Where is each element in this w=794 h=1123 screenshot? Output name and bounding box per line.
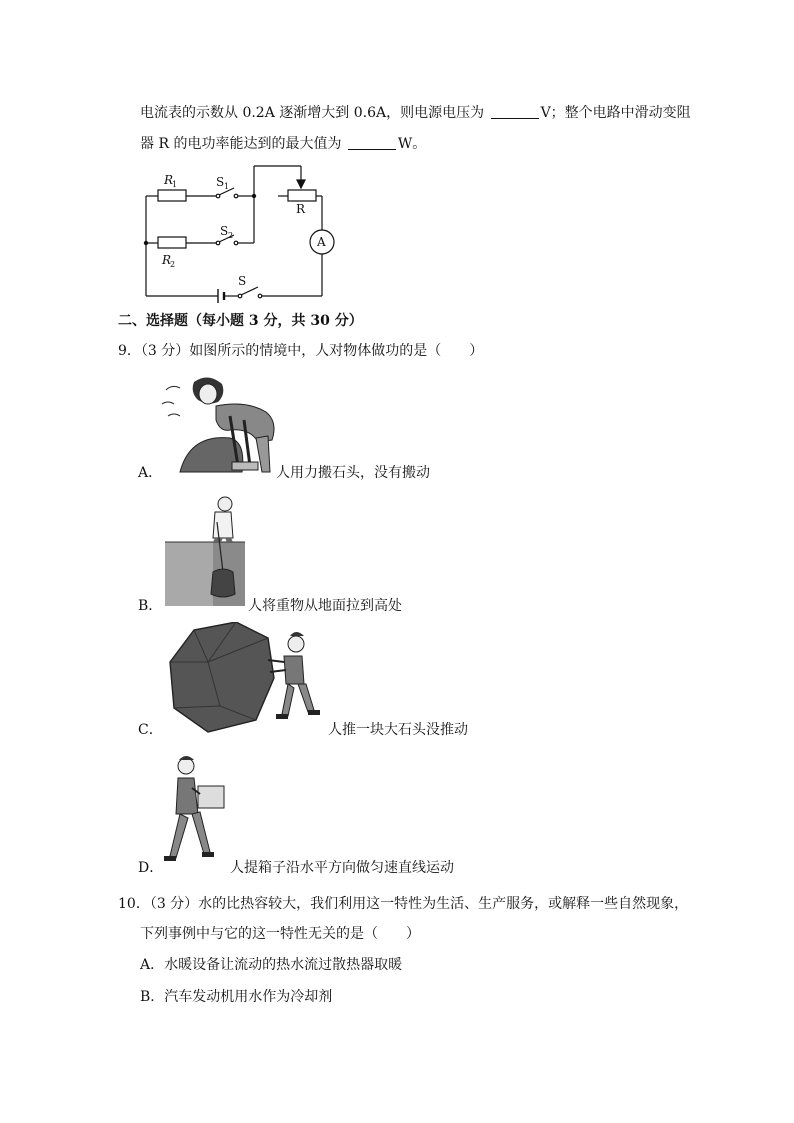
label-ammeter: A [317, 235, 326, 249]
label-r: R [296, 202, 306, 216]
label-r2-sub: 2 [170, 260, 176, 269]
q10-option-a[interactable] [140, 955, 402, 975]
label-s2-sub: 2 [228, 231, 234, 240]
q9-option-b-image [165, 492, 245, 606]
label-s: S [238, 274, 247, 288]
text-line-1-a: 电流表的示数从 0.2A 逐渐增大到 0.6A，则电源电压为 [140, 105, 485, 121]
q10-option-b[interactable] [140, 987, 332, 1007]
q10-option-b-text: 汽车发动机用水作为冷却剂 [164, 989, 333, 1005]
label-r2: R [162, 253, 172, 267]
section-title: 二、选择题（每小题 3 分，共 30 分） [118, 313, 363, 329]
q9-option-a[interactable] [138, 463, 162, 483]
resistor-r1 [158, 190, 186, 201]
slider-arrow [297, 180, 305, 188]
switch-s-blade [241, 287, 258, 295]
circuit-diagram [138, 158, 348, 304]
q9-option-a-text: 人用力搬石头，没有搬动 [276, 465, 430, 481]
q9-option-c-text: 人推一块大石头没推动 [328, 722, 468, 738]
q10-option-b-letter: B． [140, 989, 165, 1005]
q9-option-b-letter: B． [138, 598, 163, 614]
rheostat-r [288, 190, 316, 201]
q9-option-c[interactable] [138, 720, 163, 740]
text-line-2 [140, 134, 426, 154]
q9-option-b-text: 人将重物从地面拉到高处 [248, 598, 402, 614]
q10-stem-line-2: 下列事例中与它的这一特性无关的是（ ） [140, 926, 420, 942]
q10-option-a-letter: A． [140, 957, 165, 973]
junction-middle [252, 194, 256, 198]
q9-option-c-letter: C． [138, 722, 163, 738]
q9-option-d-text: 人提箱子沿水平方向做匀速直线运动 [230, 860, 454, 876]
resistor-r2 [158, 237, 186, 248]
q9-option-a-image [160, 372, 280, 478]
label-s1: S [216, 175, 225, 189]
q10-option-a-text: 水暖设备让流动的热水流过散热器取暖 [164, 957, 403, 973]
q9-option-d[interactable] [138, 858, 163, 878]
q9-option-c-image [160, 622, 324, 734]
answer-blank-voltage[interactable] [491, 104, 539, 119]
junction-left [144, 241, 148, 245]
label-s2: S [220, 224, 229, 238]
text-line-2-a: 器 R 的电功率能达到的最大值为 [140, 136, 342, 152]
text-line-2-b: W。 [397, 136, 427, 152]
label-r1: R [164, 173, 174, 187]
label-r1-sub: 1 [172, 180, 178, 189]
q9-option-b[interactable] [138, 596, 162, 616]
q9-option-a-letter: A． [138, 465, 163, 481]
q9-stem: 9．（3 分）如图所示的情境中，人对物体做功的是（ ） [118, 343, 484, 359]
q10-stem-line-1: 10．（3 分）水的比热容较大，我们利用这一特性为生活、生产服务，或解释一些自然现象， [118, 896, 689, 912]
q9-option-d-image [162, 752, 232, 870]
q9-option-d-letter: D． [138, 860, 164, 876]
answer-blank-power[interactable] [348, 135, 396, 150]
label-s1-sub: 1 [224, 182, 230, 191]
text-line-1-b: V；整个电路中滑动变阻 [540, 105, 691, 121]
text-line-1 [140, 103, 691, 123]
